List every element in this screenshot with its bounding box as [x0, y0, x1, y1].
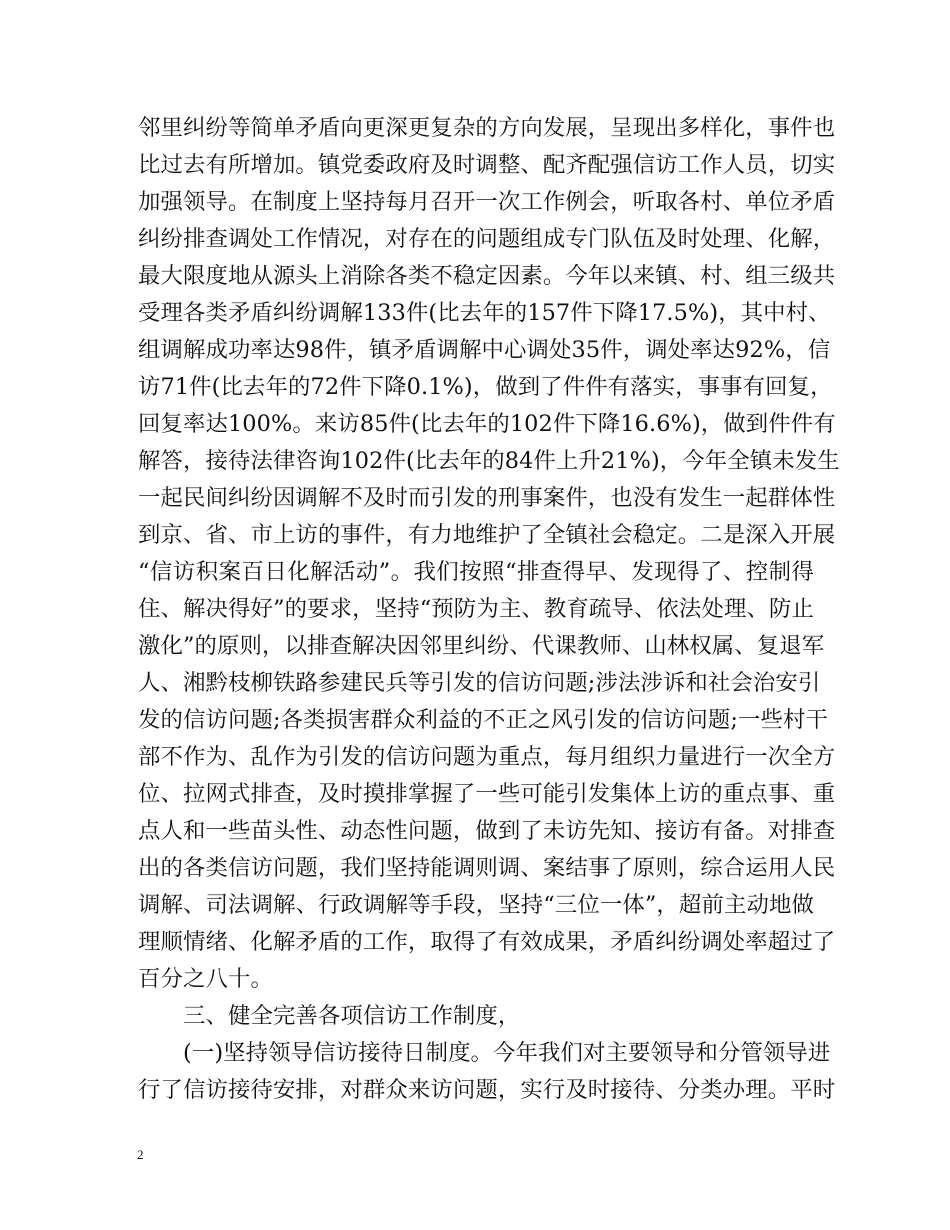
text-line: 组调解成功率达98件，镇矛盾调解中心调处35件，调处率达92%，信 — [138, 337, 831, 363]
text-line: “信访积案百日化解活动”。我们按照“排查得早、发现得了、控制得 — [138, 559, 814, 585]
text-line: 到京、省、市上访的事件，有力地维护了全镇社会稳定。二是深入开展 — [138, 522, 836, 548]
text-line: 访71件(比去年的72件下降0.1%)，做到了件件有落实，事事有回复， — [138, 374, 833, 400]
text-line: 邻里纠纷等简单矛盾向更深更复杂的方向发展，呈现出多样化，事件也 — [138, 115, 836, 141]
text-line: 比过去有所增加。镇党委政府及时调整、配齐配强信访工作人员，切实 — [138, 152, 836, 178]
text-line: 点人和一些苗头性、动态性问题，做到了未访先知、接访有备。对排查 — [138, 818, 836, 844]
subsection-first-line: (一)坚持领导信访接待日制度。今年我们对主要领导和分管领导进 — [183, 1040, 831, 1066]
text-line: 回复率达100%。来访85件(比去年的102件下降16.6%)，做到件件有 — [138, 411, 836, 437]
text-line: 行了信访接待安排，对群众来访问题，实行及时接待、分类办理。平时 — [138, 1077, 836, 1103]
text-line: 发的信访问题;各类损害群众利益的不正之风引发的信访问题;一些村干 — [138, 707, 829, 733]
body-text — [138, 110, 840, 1109]
text-line: 一起民间纠纷因调解不及时而引发的刑事案件，也没有发生一起群体性 — [138, 485, 836, 511]
text-line: 激化”的原则，以排查解决因邻里纠纷、代课教师、山林权属、复退军 — [138, 633, 825, 659]
text-line: 调解、司法调解、行政调解等手段，坚持“三位一体”，超前主动地做 — [138, 892, 814, 918]
text-line: 部不作为、乱作为引发的信访问题为重点，每月组织力量进行一次全方 — [138, 744, 836, 770]
text-line: 住、解决得好”的要求，坚持“预防为主、教育疏导、依法处理、防止 — [138, 596, 814, 622]
text-line: 纠纷排查调处工作情况，对存在的问题组成专门队伍及时处理、化解， — [138, 226, 836, 252]
text-line: 人、湘黔枝柳铁路参建民兵等引发的信访问题;涉法涉诉和社会治安引 — [138, 670, 821, 696]
text-line: 理顺情绪、化解矛盾的工作，取得了有效成果，矛盾纠纷调处率超过了 — [138, 929, 836, 955]
page-number: 2 — [137, 1147, 144, 1162]
paragraph-end-line: 百分之八十。 — [138, 966, 273, 992]
text-line: 出的各类信访问题，我们坚持能调则调、案结事了原则，综合运用人民 — [138, 855, 836, 881]
text-line: 解答，接待法律咨询102件(比去年的84件上升21%)，今年全镇未发生 — [138, 448, 840, 474]
text-line: 位、拉网式排查，及时摸排掌握了一些可能引发集体上访的重点事、重 — [138, 781, 836, 807]
text-line: 加强领导。在制度上坚持每月召开一次工作例会，听取各村、单位矛盾 — [138, 189, 836, 215]
section-heading: 三、健全完善各项信访工作制度， — [183, 1003, 521, 1029]
text-line: 最大限度地从源头上消除各类不稳定因素。今年以来镇、村、组三级共 — [138, 263, 836, 289]
text-line: 受理各类矛盾纠纷调解133件(比去年的157件下降17.5%)，其中村、 — [138, 300, 831, 326]
